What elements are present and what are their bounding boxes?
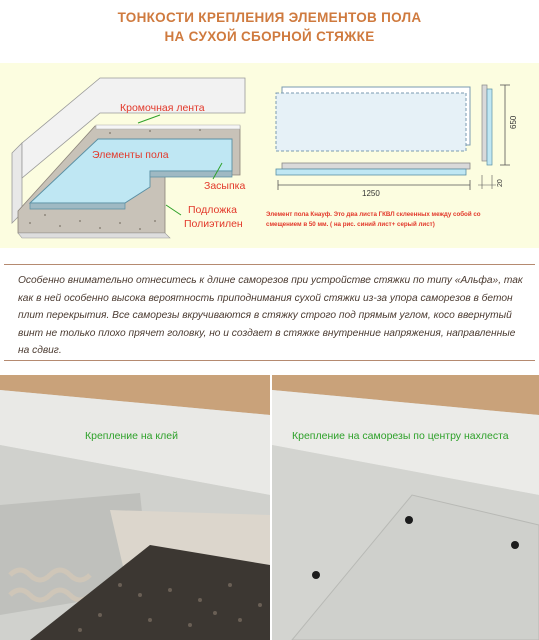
- note-line-3: плит перекрытия. Все саморезы вкручиваются в стяжку строго под прямым углом, косо ввернутый: [18, 310, 512, 322]
- label-underlay-2: Полиэтилен: [184, 218, 243, 230]
- sheet-side-gray: [282, 163, 470, 169]
- title-line-1: ТОНКОСТИ КРЕПЛЕНИЯ ЭЛЕМЕНТОВ ПОЛА: [117, 10, 422, 25]
- title-line-2: НА СУХОЙ СБОРНОЙ СТЯЖКЕ: [164, 29, 375, 44]
- note-block: [4, 258, 535, 370]
- photo-glue-mount: [0, 375, 270, 640]
- sheet-side-blue: [276, 169, 466, 175]
- diagram-caption-line-1: Элемент пола Кнауф. Это два листа ГКВЛ склеенных между собой со: [266, 211, 481, 218]
- page-title: [0, 8, 539, 46]
- note-text: [18, 272, 528, 360]
- label-edge-tape: Кромочная лента: [120, 102, 205, 114]
- caption-screws: Крепление на саморезы по центру нахлеста: [292, 430, 509, 442]
- note-divider-bottom: [4, 360, 535, 361]
- arrow-edge-tape: [138, 115, 160, 123]
- label-backfill: Засыпка: [204, 180, 246, 192]
- sheet-rect-front: [276, 93, 466, 151]
- diagram-caption-line-2: смещением в 50 мм. ( на рис. синий лист+ серый лист): [266, 221, 435, 228]
- note-divider-top: [4, 264, 535, 265]
- profile-gray: [482, 85, 487, 161]
- note-line-1: Особенно внимательно отнеситесь к длине саморезов при устройстве стяжки по типу «Альфа», так: [18, 275, 523, 286]
- photo-screw-mount: [272, 375, 539, 640]
- diagram-panel: [0, 63, 539, 248]
- underlay-film: [18, 233, 170, 238]
- floor-sheet-step: [150, 171, 232, 177]
- note-line-5: на сдвиг.: [18, 345, 62, 357]
- photo-glue-image: [0, 375, 270, 640]
- label-floor-elements: Элементы пола: [92, 149, 169, 161]
- note-line-2: как в ней особенно высока вероятность приподнимания сухой стяжки из-за упора саморезов в бетон: [18, 292, 513, 304]
- caption-glue: Крепление на клей: [85, 430, 178, 442]
- dim-thickness: 20: [497, 179, 504, 187]
- photo-screw-image: [272, 375, 539, 640]
- dim-height: 650: [509, 115, 518, 129]
- edge-tape: [96, 125, 240, 129]
- label-underlay-1: Подложка: [188, 204, 237, 216]
- dim-length: 1250: [362, 189, 380, 198]
- floor-sheet-edge: [30, 203, 125, 209]
- floor-diagram: [0, 63, 539, 248]
- profile-blue: [487, 89, 492, 165]
- note-line-4: винт не только плохо прячет головку, но и создает в стяжке внутренние напряжения, направленные: [18, 327, 516, 339]
- arrow-underlay: [166, 205, 181, 215]
